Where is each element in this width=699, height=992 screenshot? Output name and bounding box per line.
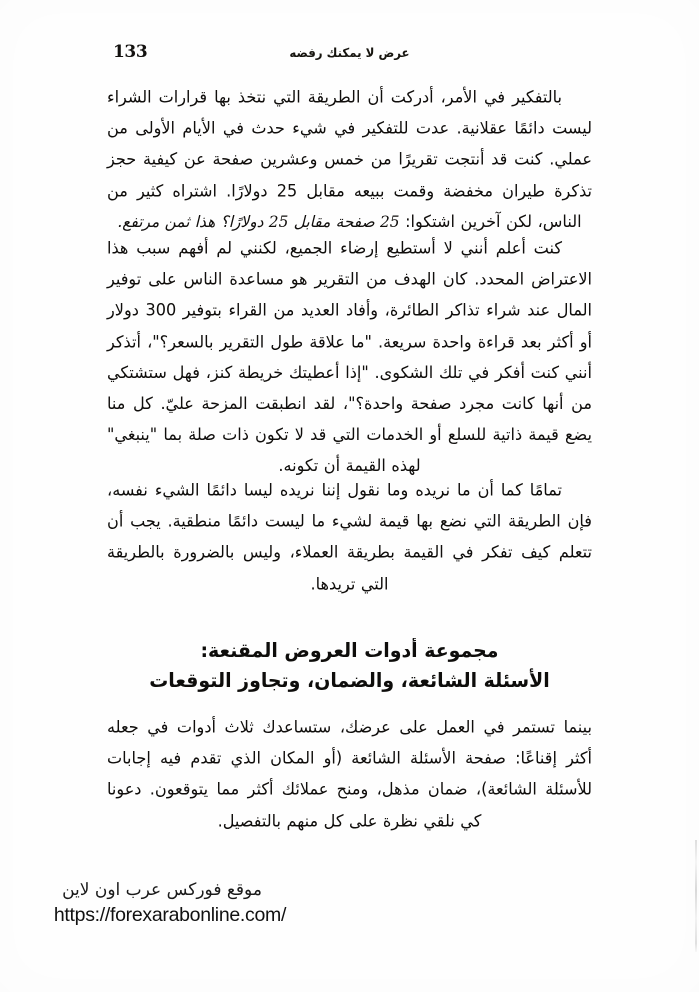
running-head-title: عرض لا يمكنك رفضه <box>289 45 410 60</box>
paragraph <box>107 233 592 482</box>
watermark-url: https://forexarabonline.com/ <box>53 904 287 926</box>
watermark <box>0 878 340 928</box>
italic-quote: 25 صفحة مقابل 25 دولارًا؟ هذا ثمن مرتفع. <box>117 212 400 232</box>
watermark-arabic-text: موقع فوركس عرب اون لاين <box>62 880 262 900</box>
paragraph-text: تمامًا كما أن ما نريده وما نقول إننا نريده ليسا دائمًا الشيء نفسه، فإن الطريقة التي نضع بها قيمة لشيء ما ليست دائمًا منطقية. يجب أن تتعلم كيف تفكر في القيمة بطريقة العملاء، وليس بالضرورة بالطريقة التي تريدها. <box>107 479 592 593</box>
paragraph-text: بالتفكير في الأمر، أدركت أن الطريقة التي نتخذ بها قرارات الشراء ليست دائمًا عقلانية. عدت للتفكير في شيء حدث في الأيام الأولى من عملي. كنت قد أنتجت تقريرًا من خمس وعشرين صفحة عن كيفية حجز تذكرة طيران مخفضة وقمت ببيعه مقابل 25 دولارًا. اشتراه كثير من الناس، لكن آخرين اشتكوا: <box>107 87 593 232</box>
post-heading-text-block <box>107 712 592 833</box>
paragraph-text: كنت أعلم أنني لا أستطيع إرضاء الجميع، لكنني لم أفهم سبب هذا الاعتراض المحدد. كان الهدف من التقرير هو مساعدة الناس على توفير المال عند شراء تذاكر الطائرة، وأفاد العديد من القراء بتوفير 300 دولار أو أكثر بعد قراءة واحدة سريعة. "ما علاقة طول التقرير بالسعر؟"، أتذكر أنني كنت أفكر في تلك الشكوى. "إذا أعطيتك خريطة كنز، فهل ستشتكي من أنها كانت مجرد صفحة واحدة؟"، لقد انطبقت المزحة عليّ. كل منا يضع قيمة ذاتية للسلع أو الخدمات التي قد لا تكون ذات صلة بما "ينبغي" لهذه القيمة أن تكونه. <box>107 238 592 476</box>
section-heading <box>107 636 592 696</box>
section-heading-line-2: الأسئلة الشائعة، والضمان، وتجاوز التوقعات <box>149 669 550 692</box>
paragraph <box>107 712 592 836</box>
paragraph <box>107 475 592 599</box>
page-number: 133 <box>113 42 148 62</box>
scan-edge-artifact <box>695 840 697 952</box>
paragraph <box>107 82 592 238</box>
paragraph-text: بينما تستمر في العمل على عرضك، ستساعدك ثلاث أدوات في جعله أكثر إقناعًا: صفحة الأسئلة الشائعة (أو المكان الذي تقدم فيه إجابات للأسئلة الشائعة)، ضمان مذهل، ومنح عملائك أكثر مما يتوقعون. دعونا كي نلقي نظرة على كل منهم بالتفصيل. <box>107 717 592 831</box>
section-heading-line-1: مجموعة أدوات العروض المقنعة: <box>200 639 499 662</box>
running-head <box>0 42 699 66</box>
body-text-block <box>107 82 592 595</box>
